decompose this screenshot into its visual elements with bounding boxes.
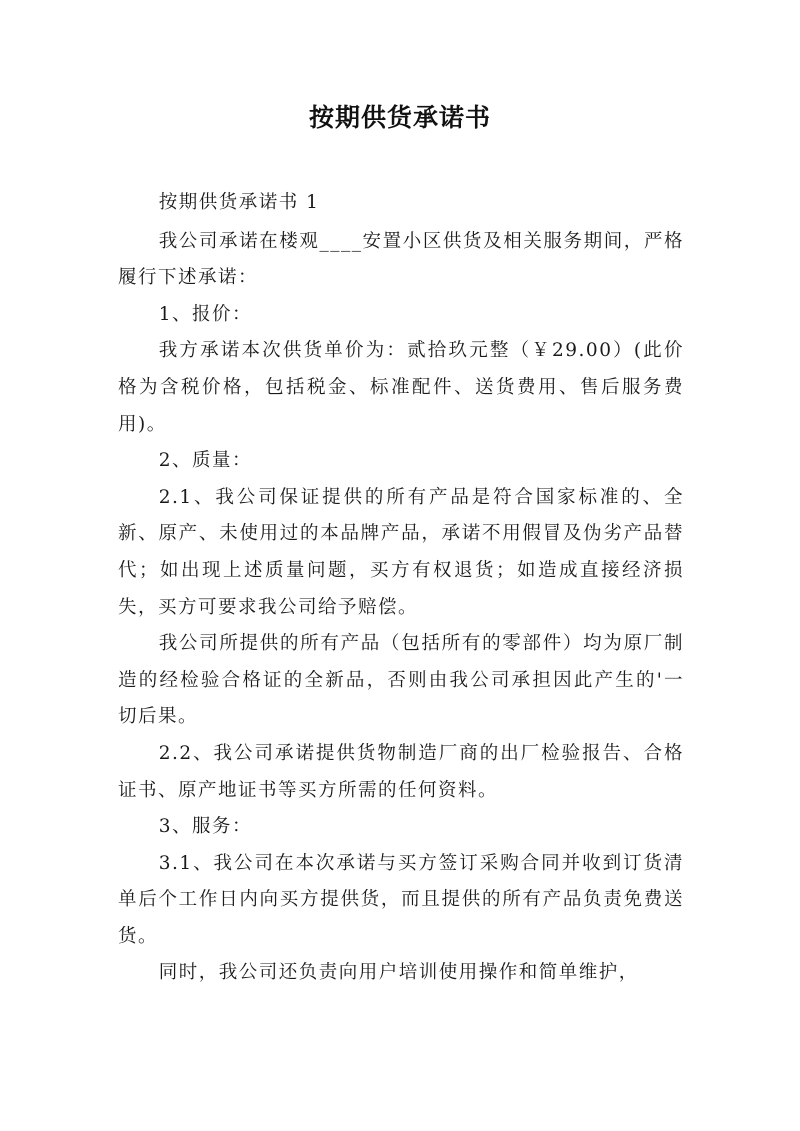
paragraph-quality-parts: 我公司所提供的所有产品（包括所有的零部件）均为原厂制造的经检验合格证的全新品，否则由我公司承担因此产生的'一切后果。: [118, 633, 684, 728]
paragraph-service-3-1: 3.1、我公司在本次承诺与买方签订采购合同并收到订货清单后个工作日内向买方提供货，而且提供的所有产品负责免费送货。: [118, 852, 684, 947]
paragraph-quality-2-2: 2.2、我公司承诺提供货物制造厂商的出厂检验报告、合格证书、原产地证书等买方所需的任何资料。: [118, 742, 684, 801]
section-heading-service: 3、服务：: [158, 816, 252, 838]
section-heading-quality: 2、质量：: [158, 450, 252, 472]
section-heading-price: 1、报价：: [158, 303, 252, 325]
paragraph-service-training: 同时，我公司还负责向用户培训使用操作和简单维护，: [158, 962, 639, 984]
document-body: [118, 185, 684, 992]
paragraph-quality-2-1: 2.1、我公司保证提供的所有产品是符合国家标准的、全新、原产、未使用过的本品牌产品，承诺不用假冒及伪劣产品替代；如出现上述质量问题，买方有权退货；如造成直接经济损失，买方可要求我公司给予赔偿。: [118, 486, 684, 618]
document-title: 按期供货承诺书: [308, 103, 491, 132]
paragraph-commitment-intro: 我公司承诺在楼观____安置小区供货及相关服务期间，严格履行下述承诺：: [118, 230, 684, 289]
document-subtitle: 按期供货承诺书 1: [158, 192, 320, 213]
paragraph-price: 我方承诺本次供货单价为：贰拾玖元整（￥29.00）(此价格为含税价格，包括税金、标准配件、送货费用、售后服务费用)。: [118, 340, 684, 435]
